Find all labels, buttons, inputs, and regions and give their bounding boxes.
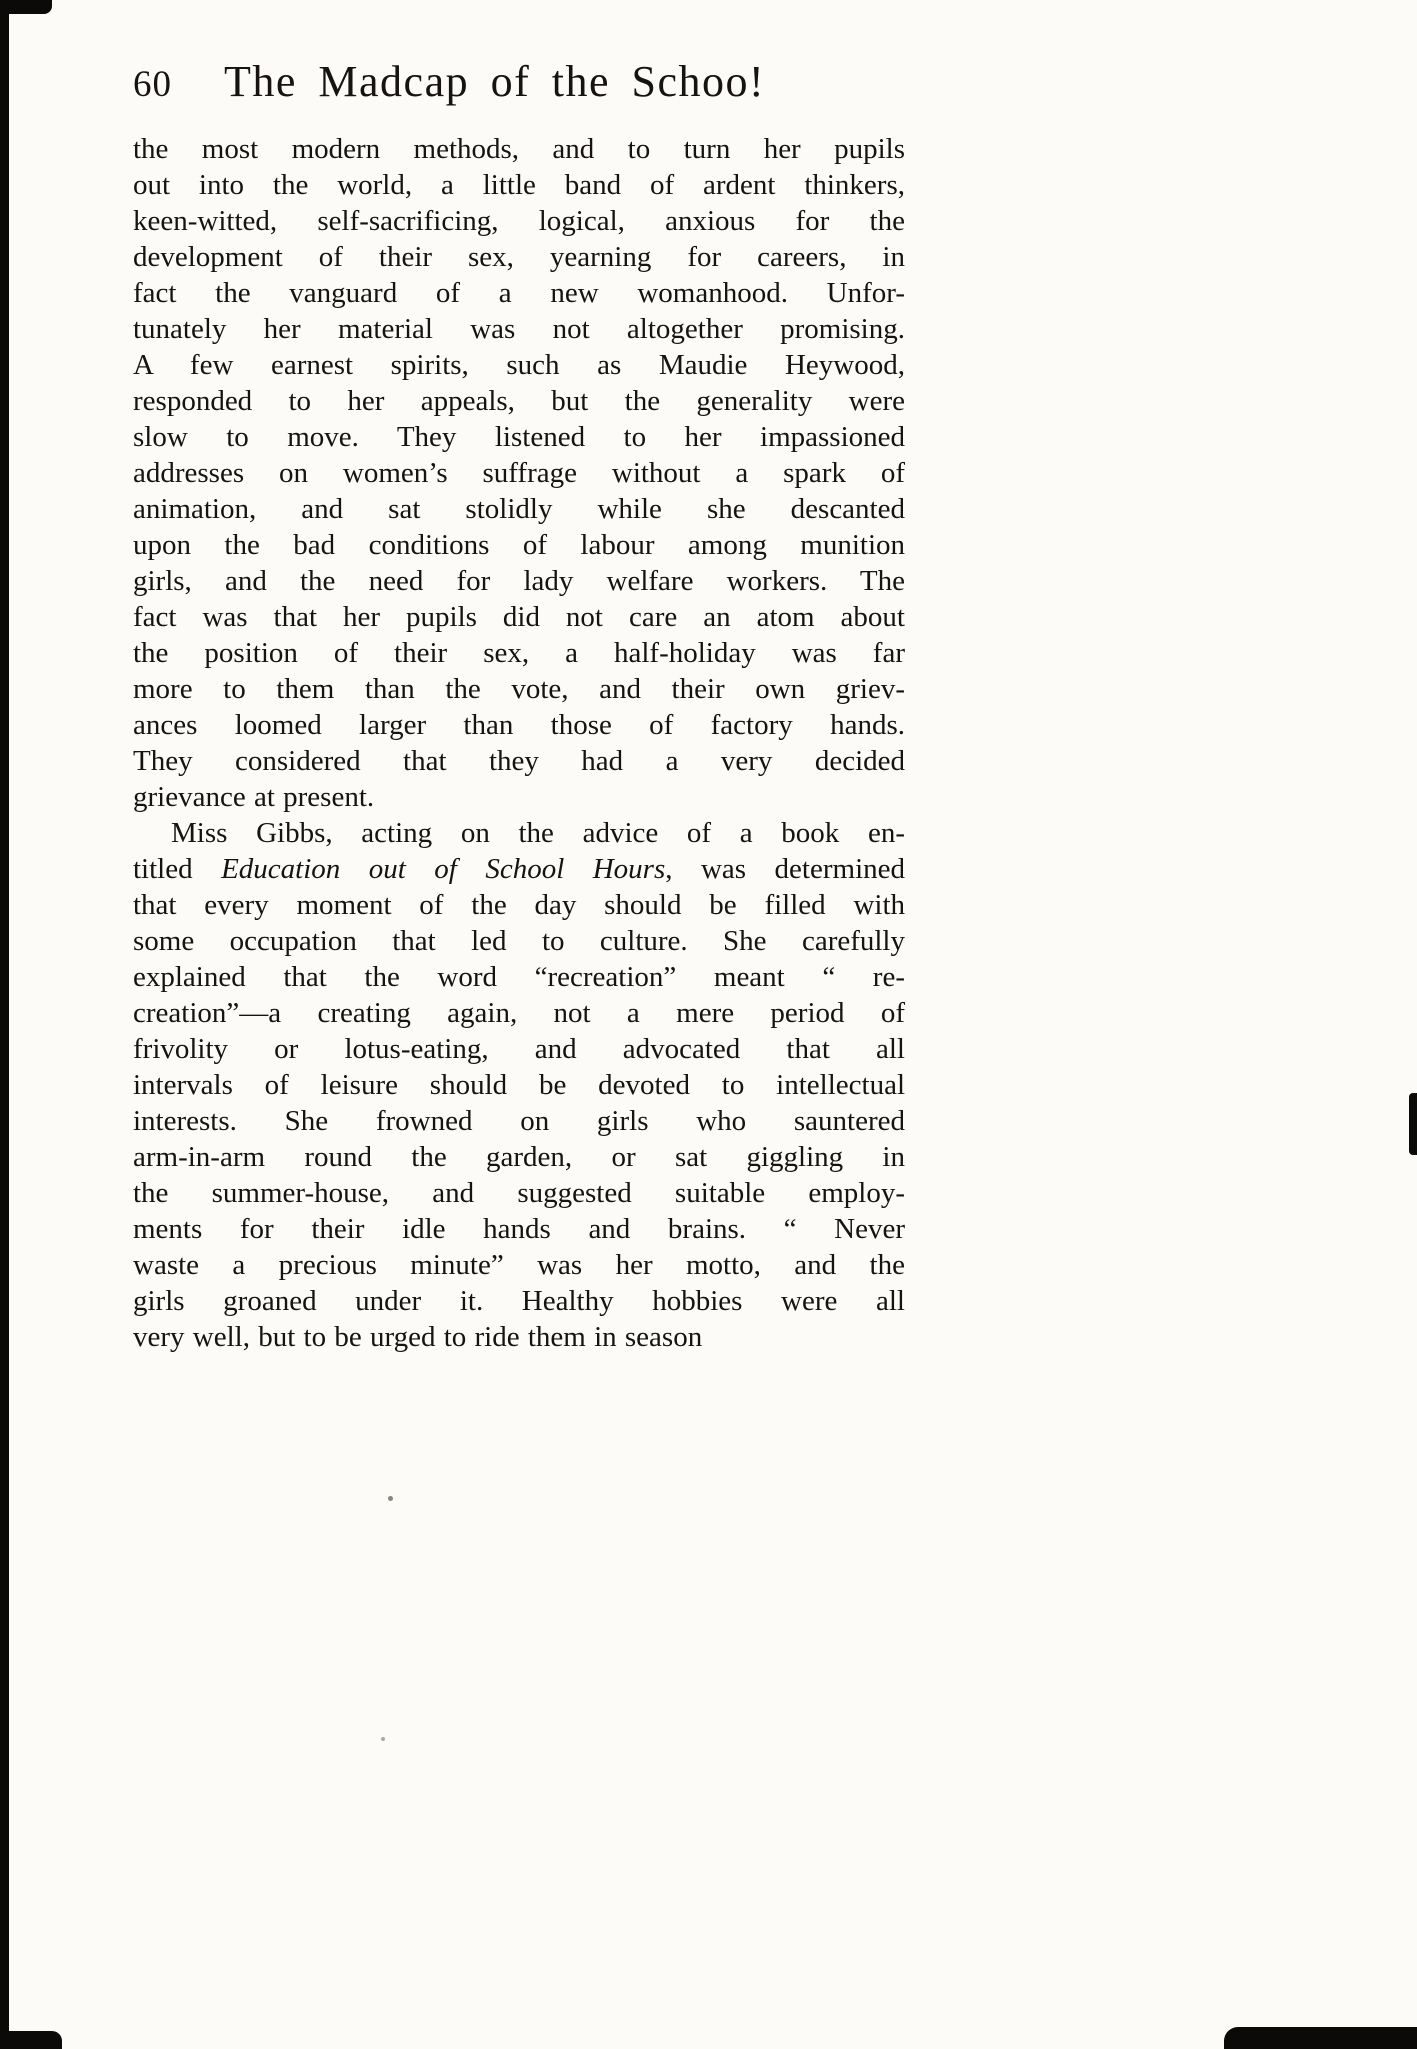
text-line: the position of their sex, a half-holiday was far — [133, 637, 905, 669]
text-line: intervals of leisure should be devoted to intellectual — [133, 1069, 905, 1101]
text-line: that every moment of the day should be filled with — [133, 889, 905, 921]
text-line: interests. She frowned on girls who sauntered — [133, 1105, 905, 1137]
text-line: creation”—a creating again, not a mere period of — [133, 997, 905, 1029]
text-line: development of their sex, yearning for careers, in — [133, 241, 905, 273]
paragraph — [133, 815, 905, 1355]
text-line: some occupation that led to culture. She carefully — [133, 925, 905, 957]
text-line: Miss Gibbs, acting on the advice of a book en- — [171, 817, 905, 849]
text-line: ments for their idle hands and brains. “ Never — [133, 1213, 905, 1245]
text-line: grievance at present. — [133, 781, 375, 813]
scan-edge-bottom-right — [1224, 2027, 1417, 2049]
running-header — [133, 56, 905, 107]
book-title-header: The Madcap of the Schoo! — [224, 57, 766, 106]
text-line: A few earnest spirits, such as Maudie Heywood, — [133, 349, 905, 381]
text-line: frivolity or lotus-eating, and advocated that all — [133, 1033, 905, 1065]
text-line: tunately her material was not altogether promising. — [133, 313, 905, 345]
text-block — [133, 131, 905, 1355]
italic-book-title: Education out of School Hours — [221, 853, 666, 885]
text-line: more to them than the vote, and their own griev- — [133, 673, 905, 705]
text-line: addresses on women’s suffrage without a spark of — [133, 457, 905, 489]
text-line: ances loomed larger than those of factory hands. — [133, 709, 905, 741]
scan-edge-right-mark — [1409, 1093, 1417, 1155]
text-segment: , was determined — [665, 853, 905, 885]
text-line: responded to her appeals, but the generality were — [133, 385, 905, 417]
text-line: keen-witted, self-sacrificing, logical, anxious for the — [133, 205, 905, 237]
text-line: They considered that they had a very decided — [133, 745, 905, 777]
text-line: out into the world, a little band of ardent thinkers, — [133, 169, 905, 201]
text-line: girls groaned under it. Healthy hobbies were all — [133, 1285, 905, 1317]
page-content — [133, 56, 905, 1355]
scan-edge-left — [0, 0, 9, 2049]
text-line: fact the vanguard of a new womanhood. Unfor- — [133, 277, 905, 309]
text-line: arm-in-arm round the garden, or sat giggling in — [133, 1141, 905, 1173]
text-line: waste a precious minute” was her motto, and the — [133, 1249, 905, 1281]
text-line — [133, 851, 905, 887]
scan-edge-bottom-left — [0, 2031, 62, 2049]
page-number: 60 — [133, 64, 172, 105]
text-segment: titled — [133, 853, 222, 885]
text-line: the summer-house, and suggested suitable employ- — [133, 1177, 905, 1209]
scan-speck — [381, 1737, 385, 1741]
scan-speck — [388, 1496, 393, 1501]
text-line: explained that the word “recreation” meant “ re- — [133, 961, 905, 993]
scan-edge-top-left — [0, 0, 52, 14]
text-line: upon the bad conditions of labour among munition — [133, 529, 905, 561]
text-line: slow to move. They listened to her impassioned — [133, 421, 905, 453]
text-line: fact was that her pupils did not care an atom about — [133, 601, 905, 633]
paragraph — [133, 131, 905, 815]
text-line: animation, and sat stolidly while she descanted — [133, 493, 905, 525]
text-line: girls, and the need for lady welfare workers. The — [133, 565, 905, 597]
text-line: the most modern methods, and to turn her pupils — [133, 133, 905, 165]
text-line: very well, but to be urged to ride them in season — [133, 1321, 703, 1353]
